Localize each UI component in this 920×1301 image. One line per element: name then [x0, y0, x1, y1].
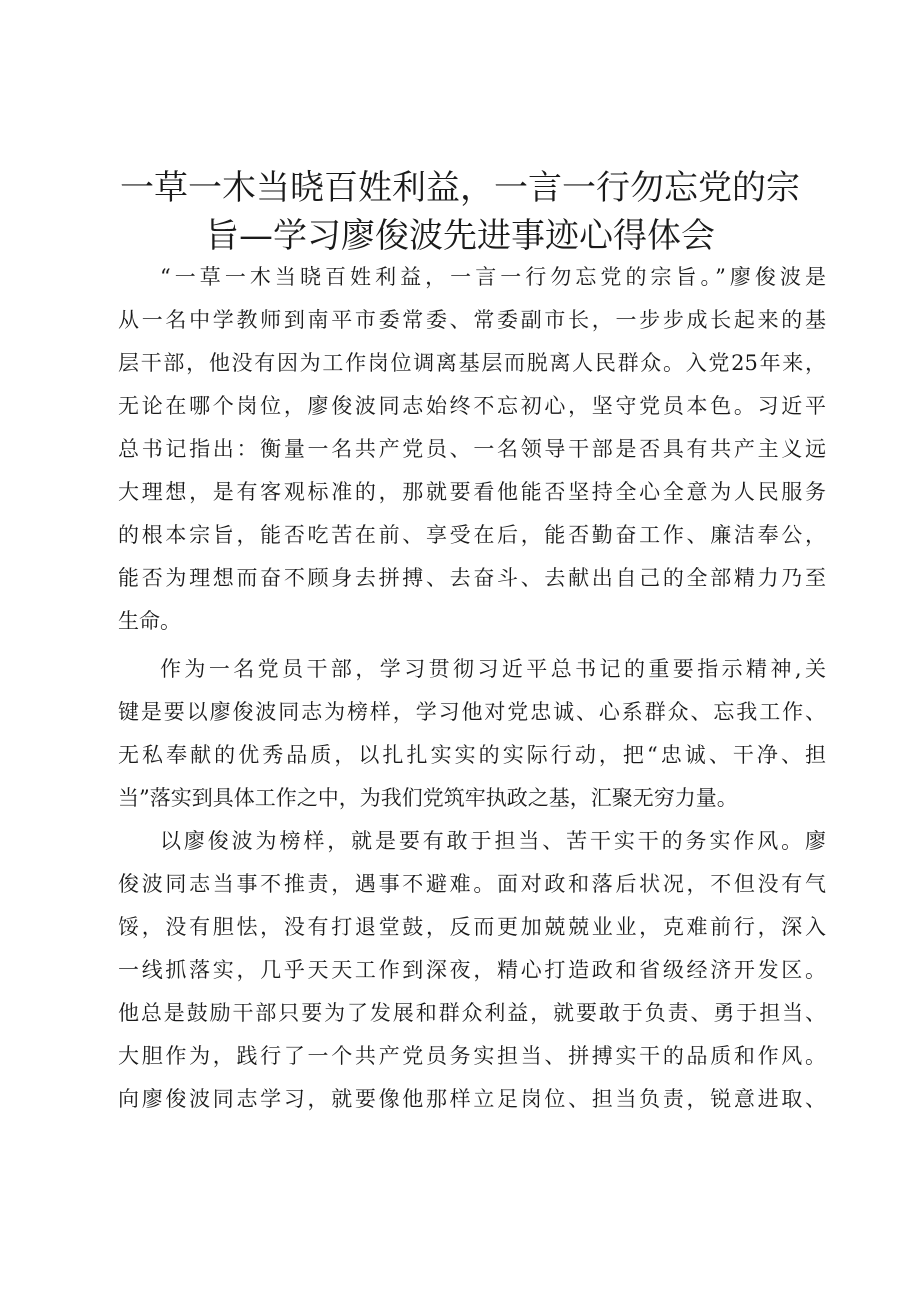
paragraph-line: 总书记指出：衡量一名共产党员、一名领导干部是否具有共产主义远 — [118, 437, 826, 461]
document-title-line-1: 一草一木当晓百姓利益，一言一行勿忘党的宗 — [120, 168, 800, 208]
paragraph-line: 无论在哪个岗位，廖俊波同志始终不忘初心，坚守党员本色。习近平 — [118, 394, 826, 418]
paragraph-line: 当”落实到具体工作之中，为我们党筑牢执政之基，汇聚无穷力量。 — [118, 786, 738, 810]
paragraph-2 — [118, 648, 826, 820]
paragraph-line: 无私奉献的优秀品质，以扎扎实实的实际行动，把“忠诚、干净、担 — [118, 743, 826, 767]
paragraph-line: 他总是鼓励干部只要为了发展和群众利益，就要敢于负责、勇于担当、 — [118, 1001, 826, 1025]
paragraph-line: 键是要以廖俊波同志为榜样，学习他对党忠诚、心系群众、忘我工作、 — [118, 700, 826, 724]
paragraph-line: 能否为理想而奋不顾身去拼搏、去奋斗、去献出自己的全部精力乃至 — [118, 566, 826, 590]
paragraph-3 — [118, 820, 826, 1121]
paragraph-line: 俊波同志当事不推责，遇事不避难。面对政和落后状况，不但没有气 — [118, 872, 826, 896]
paragraph-line: 作为一名党员干部，学习贯彻习近平总书记的重要指示精神,关 — [160, 657, 826, 681]
document-title-line-2: 旨—学习廖俊波先进事迹心得体会 — [205, 216, 715, 256]
paragraph-line: 以廖俊波为榜样，就是要有敢于担当、苦干实干的务实作风。廖 — [160, 829, 826, 853]
paragraph-line: 向廖俊波同志学习，就要像他那样立足岗位、担当负责，锐意进取、 — [118, 1087, 826, 1111]
paragraph-1 — [118, 256, 826, 643]
paragraph-line: 馁，没有胆怯，没有打退堂鼓，反而更加兢兢业业，克难前行，深入 — [118, 915, 826, 939]
paragraph-line: 大胆作为，践行了一个共产党员务实担当、拼搏实干的品质和作风。 — [118, 1044, 826, 1068]
paragraph-line: 生命。 — [118, 609, 181, 633]
paragraph-line: 从一名中学教师到南平市委常委、常委副市长，一步步成长起来的基 — [118, 308, 826, 332]
paragraph-line: “一草一木当晓百姓利益，一言一行勿忘党的宗旨。”廖俊波是 — [160, 265, 826, 289]
paragraph-line: 大理想，是有客观标准的，那就要看他能否坚持全心全意为人民服务 — [118, 480, 826, 504]
paragraph-line: 层干部，他没有因为工作岗位调离基层而脱离人民群众。入党25年来， — [118, 351, 826, 375]
paragraph-line: 的根本宗旨，能否吃苦在前、享受在后，能否勤奋工作、廉洁奉公， — [118, 523, 826, 547]
paragraph-line: 一线抓落实，几乎天天工作到深夜，精心打造政和省级经济开发区。 — [118, 958, 826, 982]
